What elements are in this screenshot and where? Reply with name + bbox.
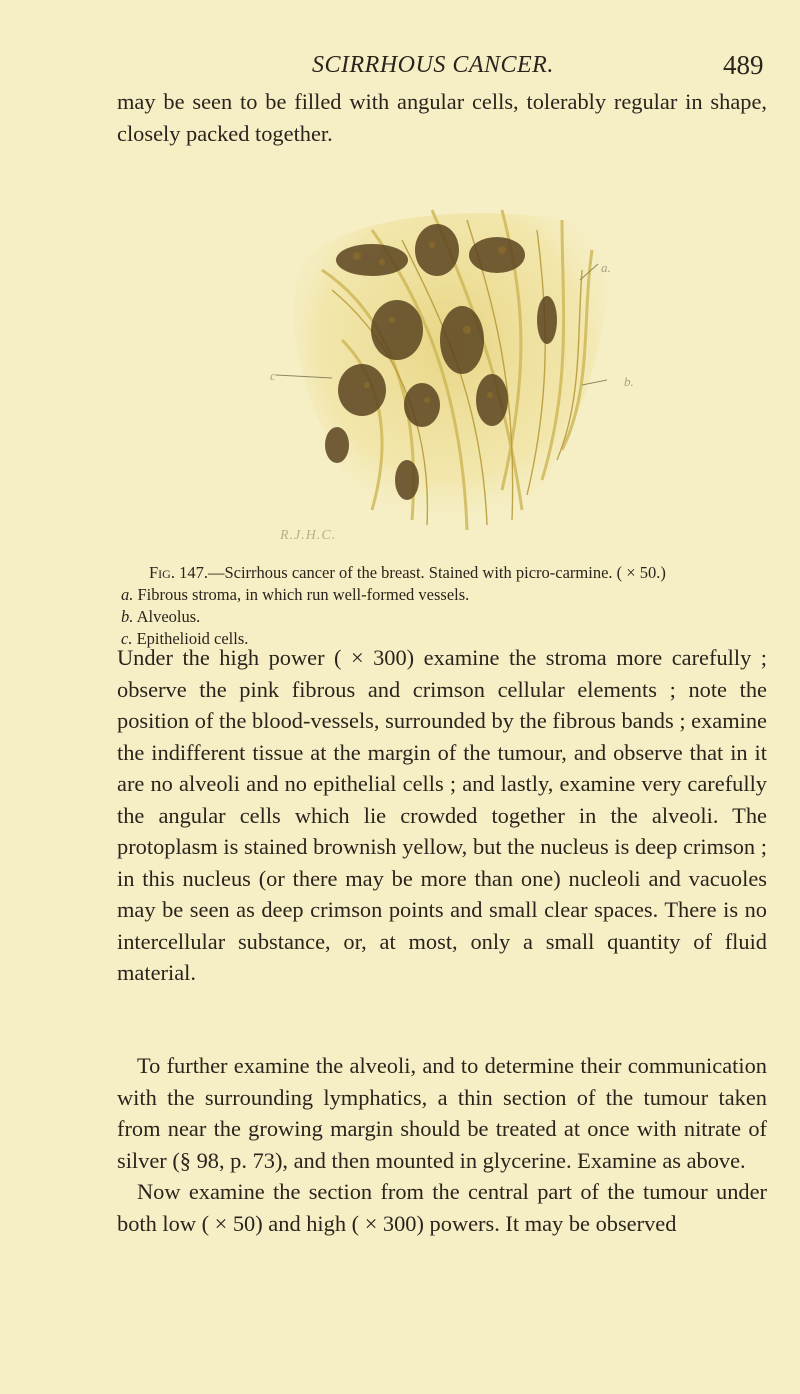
caption-fig-prefix: Fig. <box>149 563 175 582</box>
caption-fig-text: 147.—Scirrhous cancer of the breast. Stained with picro-carmine. ( × 50.) <box>179 563 666 582</box>
caption-item-text: Epithelioid cells. <box>136 629 249 648</box>
caption-item-letter: c. <box>121 629 133 648</box>
caption-item-letter: a. <box>121 585 134 604</box>
caption-item-b <box>121 606 771 628</box>
running-title: SCIRRHOUS CANCER. <box>312 52 554 78</box>
paragraph-high-power: Under the high power ( × 300) examine the stroma more carefully ; observe the pink fibrous and crimson cellular elements ; note the position of the blood-vessels, surrounded by the fibrous bands ; examine the indifferent tissue at the margin of the tumour, and observe that in it are no alveoli and no epithelial cells ; and lastly, examine very carefully the angular cells which lie crowded together in the alveoli. The protoplasm is stained brownish yellow, but the nucleus is deep crimson ; in this nucleus (or there may be more than one) nucleoli and vacuoles may be seen as deep crimson points and small clear spaces. There is no intercellular substance, or, at most, only a small quantity of fluid material. <box>117 645 767 985</box>
illustrator-signature: R.J.H.C. <box>280 528 337 543</box>
figure-label-a: a. <box>601 260 611 275</box>
caption-item-text: Fibrous stroma, in which run well-formed vessels. <box>137 585 470 604</box>
paragraph-silver-nitrate: To further examine the alveoli, and to determine their communication with the surrounding lymphatics, a thin section of the tumour taken from near the growing margin should be treated at once with nitrate of silver (§ 98, p. 73), and then mounted in glycerine. Examine as above. <box>117 1053 767 1173</box>
page-number: 489 <box>723 50 764 80</box>
figure-label-c: c <box>270 368 276 383</box>
caption-item-a <box>121 584 771 606</box>
caption-title <box>121 562 771 584</box>
figure-147 <box>262 190 642 552</box>
page-header <box>0 46 800 86</box>
histology-illustration <box>262 190 642 552</box>
figure-label-b: b. <box>624 374 634 389</box>
figure-caption <box>121 562 771 650</box>
paragraph-continuation: may be seen to be filled with angular cells, tolerably regular in shape, closely packed together. <box>117 89 767 146</box>
caption-item-letter: b. <box>121 607 134 626</box>
paragraph-central-part: Now examine the section from the central part of the tumour under both low ( × 50) and high ( × 300) powers. It may be observed <box>117 1179 767 1236</box>
caption-item-text: Alveolus. <box>136 607 201 626</box>
